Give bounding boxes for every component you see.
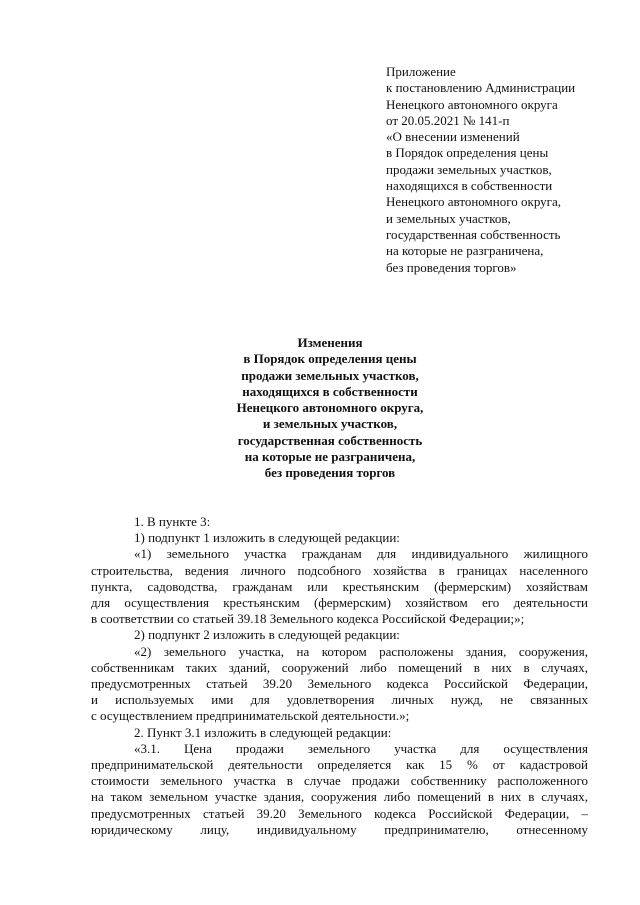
appendix-line: государственная собственность	[386, 226, 561, 242]
paragraph-line: в соответствии со статьей 39.18 Земельного кодекса Российской Федерации;»;	[91, 611, 525, 627]
title-line: на которые не разграничена,	[244, 449, 416, 465]
paragraph-4: 2) подпункт 2 изложить в следующей редакции:	[134, 627, 400, 643]
appendix-line: Ненецкого автономного округа,	[386, 194, 561, 210]
appendix-line: «О внесении изменений	[386, 129, 520, 145]
paragraph-line: на таком земельном участке здания, сооружения либо помещений в них в случаях,	[91, 789, 588, 805]
title-line: государственная собственность	[237, 432, 423, 448]
appendix-line: на которые не разграничена,	[386, 243, 544, 259]
title-line: находящихся в собственности	[242, 383, 418, 399]
paragraph-line: предусмотренных статьей 39.20 Земельного кодекса Российской Федерации, –	[91, 805, 588, 821]
appendix-line: от 20.05.2021 № 141-п	[386, 112, 510, 128]
paragraph-line: «3.1. Цена продажи земельного участка для осуществления	[134, 740, 588, 756]
appendix-line: Приложение	[386, 64, 456, 79]
paragraph-6: 2. Пункт 3.1 изложить в следующей редакции:	[134, 724, 392, 740]
paragraph-line: пункта, садоводства, гражданам или крестьянским (фермерским) хозяйствам	[91, 578, 588, 594]
title-line: Изменения	[297, 335, 363, 350]
title-line: в Порядок определения цены	[243, 351, 417, 367]
paragraph-line: «1) земельного участка гражданам для индивидуального жилищного	[134, 546, 588, 562]
appendix-line: и земельных участков,	[386, 210, 511, 226]
paragraph-line: стоимости земельного участка в случае продажи собственнику расположенного	[91, 773, 588, 789]
title-line: без проведения торгов	[264, 465, 396, 481]
appendix-line: находящихся в собственности	[386, 178, 553, 194]
paragraph-line: для осуществления крестьянским (фермерским) хозяйством его деятельности	[91, 595, 588, 611]
title-line: Ненецкого автономного округа,	[236, 400, 424, 416]
paragraph-line: юридическому лицу, индивидуальному предпринимателю, отнесенному	[91, 821, 588, 837]
appendix-line: к постановлению Администрации	[386, 80, 576, 96]
appendix-line: продажи земельных участков,	[386, 161, 552, 177]
paragraph-line: предусмотренных статьей 39.20 Земельного кодекса Российской Федерации,	[91, 676, 588, 692]
document-title	[140, 335, 520, 482]
paragraph-line: строительства, ведения личного подсобного хозяйства в границах населенного	[91, 562, 588, 578]
title-line: продажи земельных участков,	[241, 367, 419, 383]
appendix-header	[386, 64, 626, 276]
paragraph-line: с осуществлением предпринимательской деятельности.»;	[91, 708, 410, 724]
document-body	[91, 514, 588, 838]
paragraph-7	[91, 741, 588, 838]
appendix-line: без проведения торгов»	[386, 259, 517, 275]
paragraph-3	[91, 546, 588, 627]
paragraph-2: 1) подпункт 1 изложить в следующей редакции:	[134, 530, 400, 546]
paragraph-line: собственникам таких зданий, сооружений либо помещений в них в случаях,	[91, 659, 588, 675]
title-line: и земельных участков,	[262, 416, 398, 432]
paragraph-5	[91, 644, 588, 725]
paragraph-line: предпринимательской деятельности определяется как 15 % от кадастровой	[91, 757, 588, 773]
paragraph-line: «2) земельного участка, на котором расположены здания, сооружения,	[134, 643, 588, 659]
paragraph-line: и используемых ими для удовлетворения личных нужд, не связанных	[91, 692, 588, 708]
paragraph-1: 1. В пункте 3:	[134, 514, 211, 529]
appendix-line: Ненецкого автономного округа	[386, 96, 558, 112]
appendix-line: в Порядок определения цены	[386, 145, 549, 161]
